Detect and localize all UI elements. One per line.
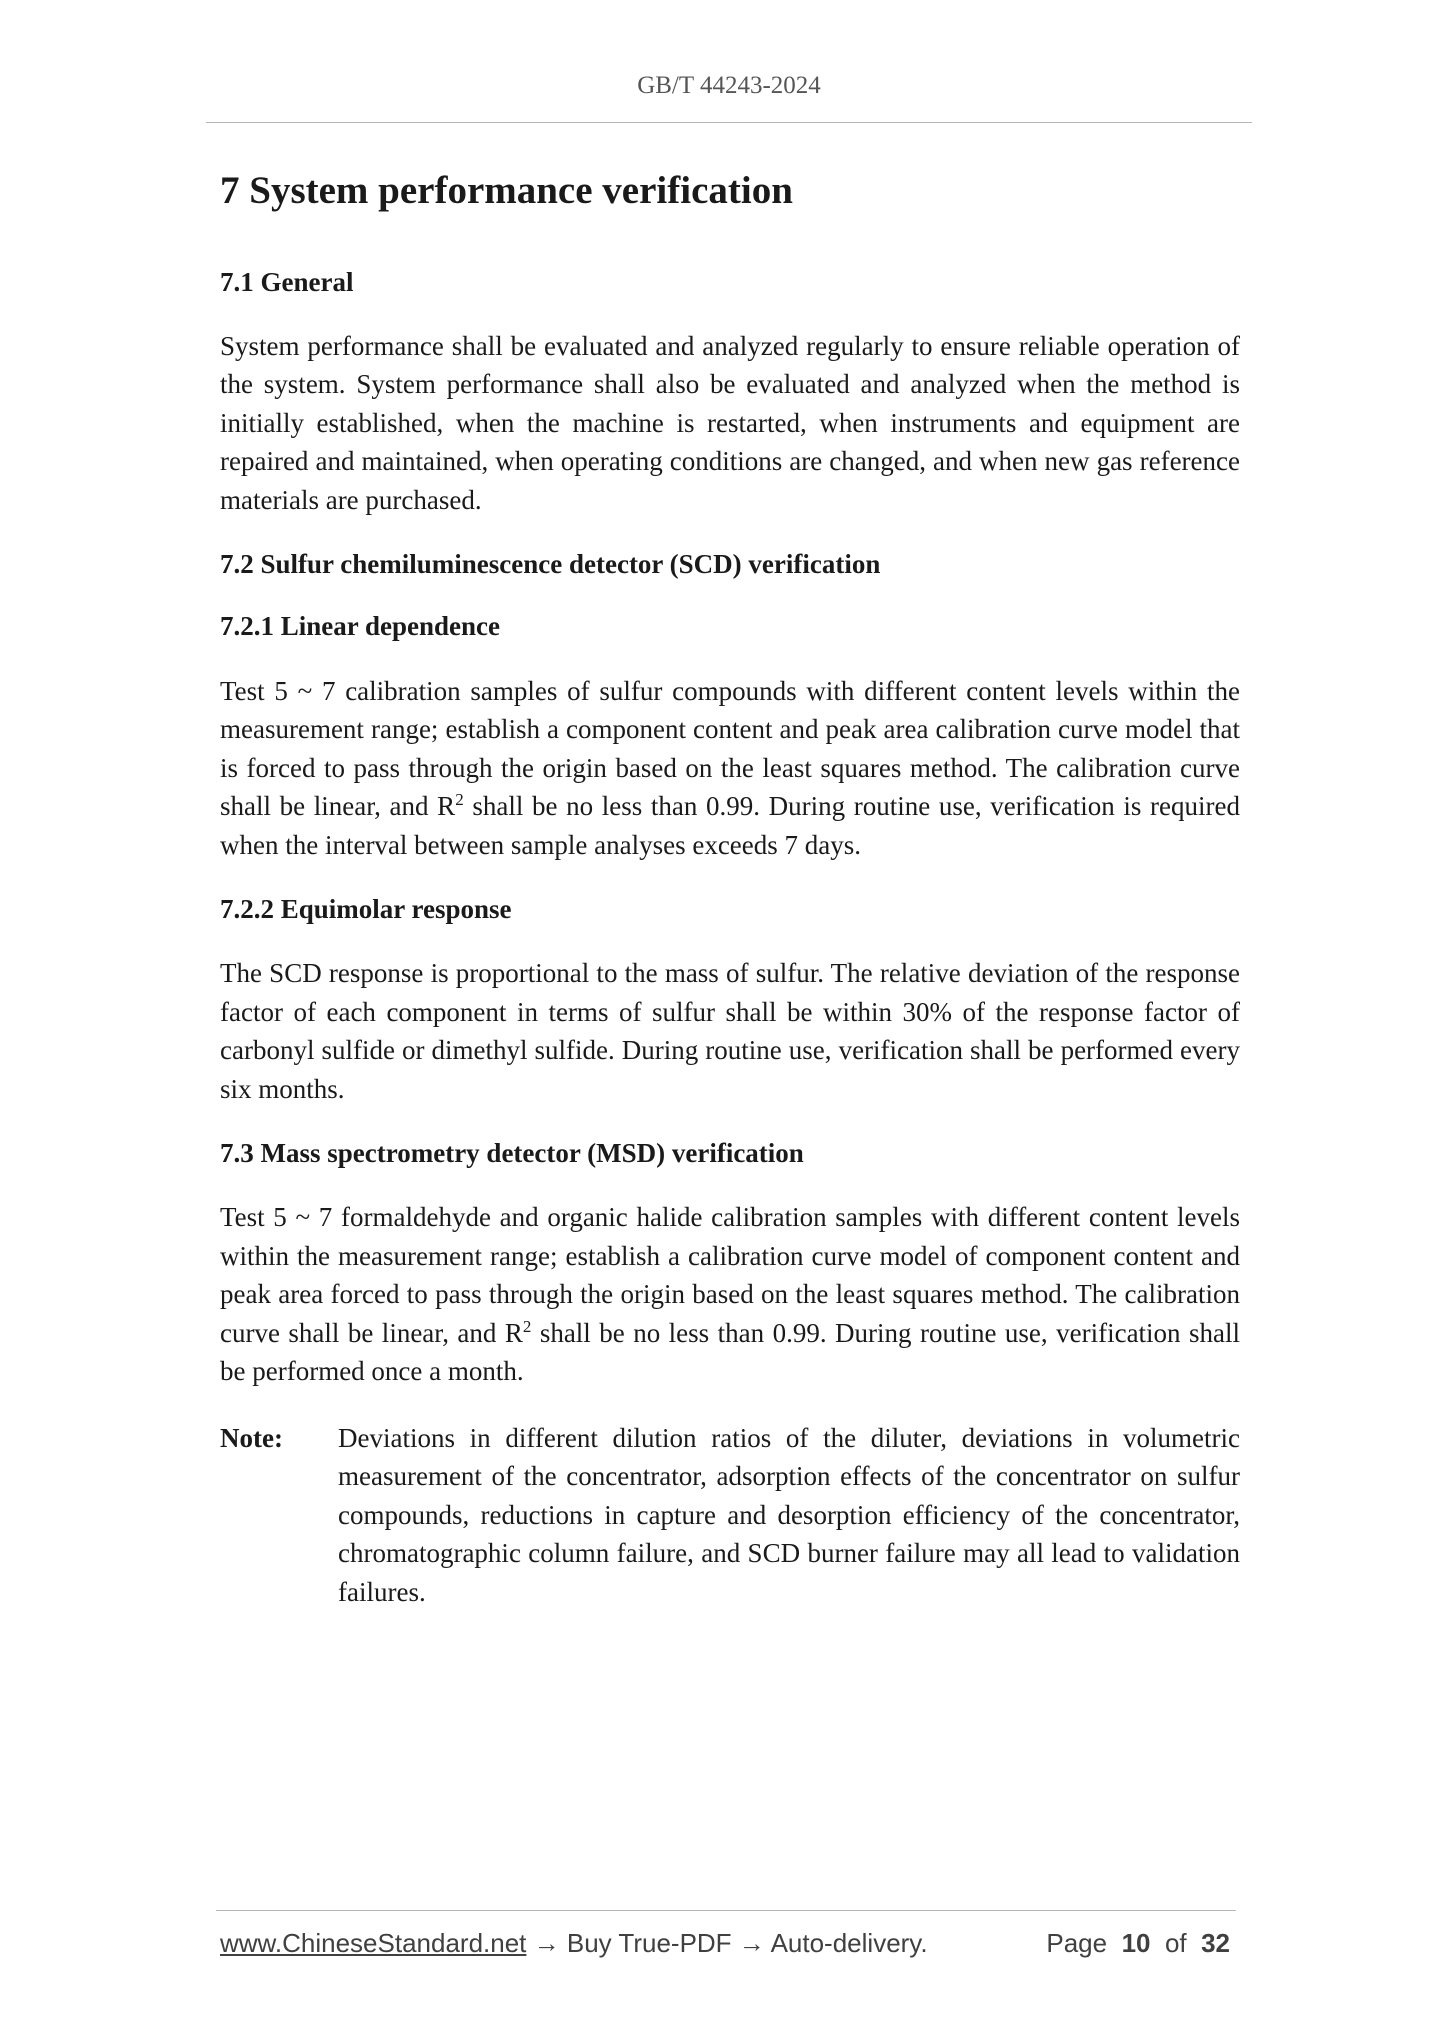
page-header-standard-code: GB/T 44243-2024: [637, 72, 821, 99]
section-7-1-text: System performance shall be evaluated and analyzed regularly to ensure reliable operation of the system. System performance shall also be evaluated and analyzed when the method is initially established, when the machine is restarted, when instruments and equipment are repaired and maintained, when operating conditions are changed, and when new gas reference materials are purchased.: [220, 330, 1240, 515]
page-label: Page: [1046, 1928, 1108, 1958]
header-divider: [206, 122, 1252, 123]
section-7-2-1-heading: 7.2.1 Linear dependence: [220, 611, 501, 642]
section-7-3-text-part2: shall be no less than 0.99. During routine use, verification shall be performed once a month.: [220, 1317, 1241, 1387]
r-squared-superscript: 2: [522, 1316, 532, 1336]
section-7-3-text-part1: Test 5 ~ 7 formaldehyde and organic halide calibration samples with different content levels within the measurement range; establish a calibration curve model of component content and peak area forced to pass through the origin based on the least squares method. The calibration curve shall be linear, and R: [220, 1202, 1240, 1348]
section-7-1-heading: 7.1 General: [220, 266, 354, 297]
section-7-3-text: [220, 1198, 1240, 1391]
footer-divider: [216, 1910, 1236, 1911]
section-7-2-2-heading: 7.2.2 Equimolar response: [220, 894, 512, 925]
page-number: 10: [1121, 1928, 1151, 1958]
page-indicator: [1046, 1928, 1230, 1959]
document-body: [220, 168, 1240, 1611]
website-link[interactable]: www.ChineseStandard.net: [220, 1928, 527, 1958]
section-7-2-2-text: The SCD response is proportional to the mass of sulfur. The relative deviation of the response factor of each component in terms of sulfur shall be within 30% of the response factor of carbonyl sulfide or dimethyl sulfide. During routine use, verification shall be performed every six months.: [220, 958, 1240, 1104]
footer-promo: [220, 1928, 928, 1959]
section-7-2-1-text-part1: Test 5 ~ 7 calibration samples of sulfur compounds with different content levels within the measurement range; establish a component content and peak area calibration curve model that is forced to pass through the origin based on the least squares method. The calibration curve shall be linear, and R: [220, 675, 1240, 822]
section-7-2-1-text: [220, 672, 1240, 865]
section-7-2-heading: 7.2 Sulfur chemiluminescence detector (SCD) verification: [220, 549, 881, 580]
note-text: Deviations in different dilution ratios of the diluter, deviations in volumetric measurement of the concentrator, adsorption effects of the concentrator on sulfur compounds, reductions in capture and desorption efficiency of the concentrator, chromatographic column failure, and SCD burner failure may all lead to validation failures.: [338, 1422, 1240, 1607]
section-7-2-1-text-part2: shall be no less than 0.99. During routine use, verification is required when the interval between sample analyses exceeds 7 days.: [220, 791, 1240, 860]
of-label: of: [1164, 1928, 1187, 1958]
note-label: Note:: [220, 1422, 283, 1453]
note-block: [220, 1419, 1240, 1612]
r-squared-superscript: 2: [455, 790, 464, 810]
section-7-title: 7 System performance verification: [220, 169, 793, 212]
section-7-3-heading: 7.3 Mass spectrometry detector (MSD) verification: [220, 1138, 804, 1169]
footer-promo-text: → Buy True-PDF → Auto-delivery.: [526, 1928, 928, 1958]
page-total: 32: [1201, 1928, 1230, 1958]
